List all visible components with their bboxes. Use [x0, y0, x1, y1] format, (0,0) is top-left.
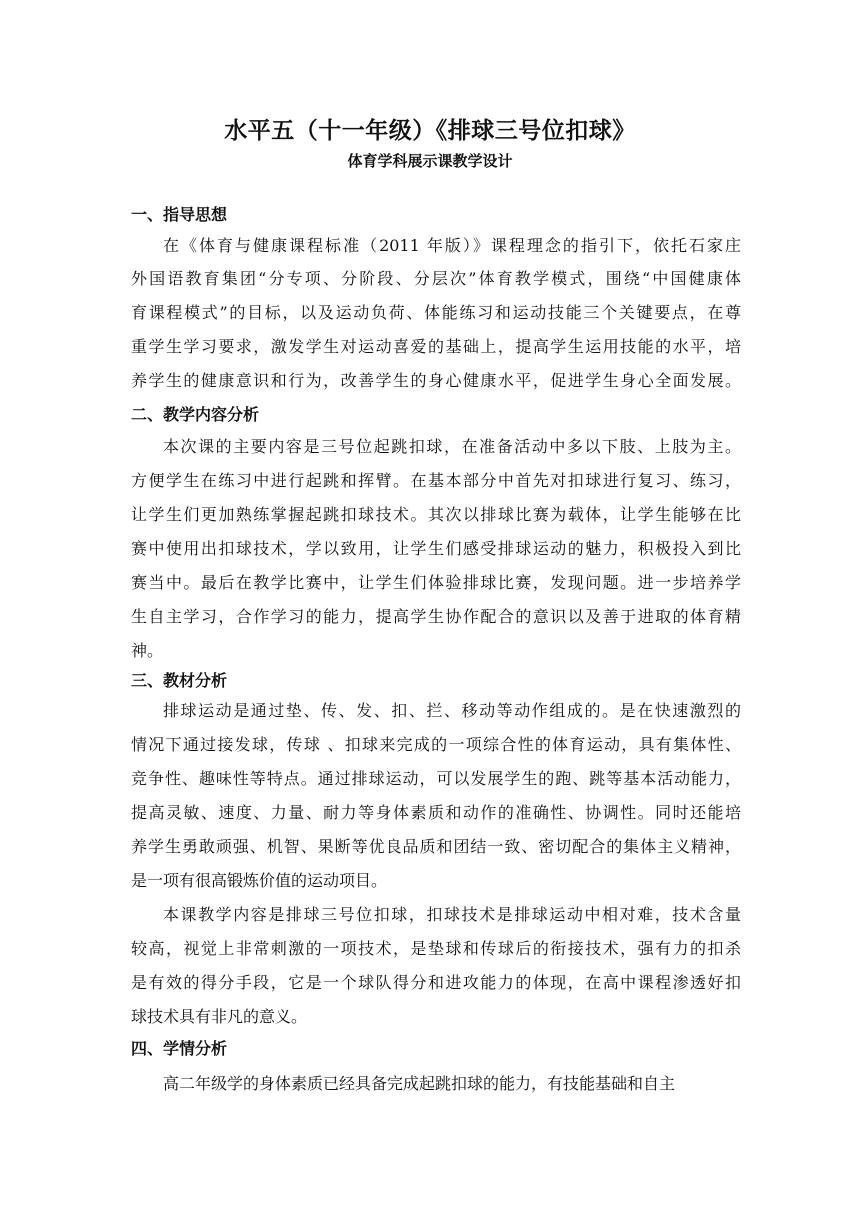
- paragraph-line: 赛当中。最后在教学比赛中，让学生们体验排球比赛，发现问题。进一步培养学: [131, 573, 741, 592]
- paragraph-line: 外国语教育集团“分专项、分阶段、分层次”体育教学模式，围绕“中国健康体: [131, 269, 741, 288]
- paragraph-line: 养学生勇敢顽强、机智、果断等优良品质和团结一致、密切配合的集体主义精神，: [131, 837, 741, 856]
- paragraph-line: 球技术具有非凡的意义。: [131, 1007, 308, 1026]
- paragraph-line: 较高，视觉上非常刺激的一项技术，是垫球和传球后的衔接技术，强有力的扣杀: [131, 939, 741, 958]
- paragraph-line: 在《体育与健康课程标准（2011 年版）》课程理念的指引下，依托石家庄: [163, 236, 741, 255]
- section-heading: 三、教材分析: [131, 671, 228, 690]
- document-subtitle: 体育学科展示课教学设计: [347, 152, 513, 170]
- paragraph-line: 竞争性、趣味性等特点。通过排球运动，可以发展学生的跑、跳等基本活动能力，: [131, 769, 741, 788]
- paragraph-line: 育课程模式”的目标，以及运动负荷、体能练习和运动技能三个关键要点，在尊: [131, 303, 741, 322]
- paragraph-line: 本课教学内容是排球三号位扣球，扣球技术是排球运动中相对难，技术含量: [163, 905, 741, 924]
- paragraph-line: 神。: [131, 641, 164, 660]
- paragraph-line: 排球运动是通过垫、传、发、扣、拦、移动等动作组成的。是在快速激烈的: [163, 701, 741, 720]
- paragraph-line: 方便学生在练习中进行起跳和挥臂。在基本部分中首先对扣球进行复习、练习，: [131, 471, 741, 490]
- paragraph-line: 高二年级学的身体素质已经具备完成起跳扣球的能力，有技能基础和自主: [163, 1074, 676, 1093]
- section-heading: 四、学情分析: [131, 1039, 228, 1058]
- paragraph-line: 生自主学习，合作学习的能力，提高学生协作配合的意识以及善于进取的体育精: [131, 607, 741, 626]
- paragraph-line: 让学生们更加熟练掌握起跳扣球技术。其次以排球比赛为载体，让学生能够在比: [131, 505, 741, 524]
- section-heading: 二、教学内容分析: [131, 405, 260, 424]
- paragraph-line: 提高灵敏、速度、力量、耐力等身体素质和动作的准确性、协调性。同时还能培: [131, 803, 741, 822]
- paragraph-line: 重学生学习要求，激发学生对运动喜爱的基础上，提高学生运用技能的水平，培: [131, 337, 741, 356]
- paragraph-line: 是有效的得分手段，它是一个球队得分和进攻能力的体现，在高中课程渗透好扣: [131, 973, 741, 992]
- section-heading: 一、指导思想: [131, 205, 228, 224]
- document-title: 水平五（十一年级）《排球三号位扣球》: [224, 118, 636, 144]
- paragraph-line: 本次课的主要内容是三号位起跳扣球，在准备活动中多以下肢、上肢为主。: [163, 437, 741, 456]
- paragraph-line: 赛中使用出扣球技术，学以致用，让学生们感受排球运动的魅力，积极投入到比: [131, 539, 741, 558]
- paragraph-line: 情况下通过接发球，传球 、扣球来完成的一项综合性的体育运动，具有集体性、: [131, 735, 741, 754]
- paragraph-line: 养学生的健康意识和行为，改善学生的身心健康水平，促进学生身心全面发展。: [131, 371, 741, 390]
- paragraph-line: 是一项有很高锻炼价值的运动项目。: [131, 871, 388, 890]
